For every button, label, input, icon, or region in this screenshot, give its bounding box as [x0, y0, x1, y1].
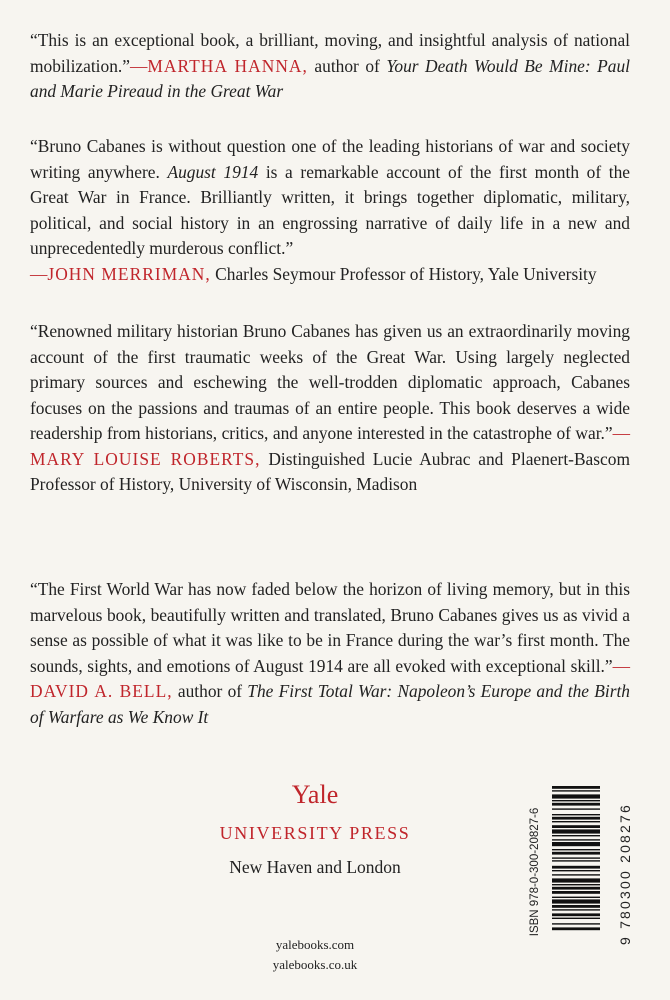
- barcode-bar: [552, 899, 600, 903]
- blurb-hanna: [30, 28, 630, 105]
- isbn-label: ISBN 978-0-300-20827-6: [529, 807, 541, 937]
- barcode-bar: [552, 786, 600, 789]
- barcode-bar: [552, 923, 600, 924]
- publisher-location: New Haven and London: [229, 857, 401, 877]
- barcode-bar: [552, 829, 600, 833]
- barcode-bar: [552, 857, 600, 858]
- barcode-bar: [552, 803, 600, 806]
- blurb-book-title: The First Total War: Napoleon’s Europe and the Birth of Warfare as We Know It: [30, 681, 630, 727]
- barcode-bar: [552, 808, 600, 809]
- blurb-roberts: [30, 319, 630, 498]
- blurb-bell: [30, 577, 630, 730]
- barcode-bar: [552, 800, 600, 801]
- barcode-bar: [552, 849, 600, 850]
- blurb-quote: “This is an exceptional book, a brilliant, moving, and insightful analysis of national mobilization.”: [30, 30, 630, 76]
- barcode-bar: [552, 891, 600, 894]
- barcode-bar: [552, 905, 600, 908]
- barcode-bar: [552, 927, 600, 930]
- barcode-bar: [552, 870, 600, 871]
- barcode-bar: [552, 866, 600, 869]
- barcode-bar: [552, 839, 600, 840]
- blurb-dash: —: [30, 263, 48, 284]
- website-uk[interactable]: yalebooks.co.uk: [272, 957, 358, 972]
- isbn-barcode: [512, 782, 602, 978]
- blurb-book-title: August 1914: [167, 161, 259, 182]
- blurb-quote-cont: is a remarkable account of the first month of the Great War in France. Brilliantly written, it brings together diplomatic, military, political, and social history in an engrossing narrative of daily life in a new and unprecedentedly murderous conflict.”: [30, 161, 631, 258]
- barcode-bar: [552, 790, 600, 791]
- publisher-subname: UNIVERSITY PRESS: [219, 823, 411, 843]
- barcode-bar: [552, 817, 600, 820]
- blurb-credit: author of: [307, 55, 387, 76]
- barcode-bar: [552, 852, 600, 855]
- blurb-author: JOHN MERRIMAN,: [47, 263, 211, 284]
- blurb-quote: “The First World War has now faded below the horizon of living memory, but in this marvelous book, beautifully written and translated, Bruno Cabanes gives us as vivid a sense as possible of what it was like to be in France during the war’s first month. The sounds, sights, and emotions of August 1914 are all evoked with exceptional skill.”: [30, 579, 630, 676]
- barcode-bar: [552, 860, 600, 861]
- barcode-bar: [552, 884, 600, 885]
- blurb-merriman: [30, 134, 630, 287]
- barcode-bar: [552, 825, 600, 828]
- blurb-author: MARTHA HANNA,: [147, 55, 308, 76]
- barcode-bar: [552, 821, 600, 822]
- blurb-dash: —: [612, 655, 630, 676]
- publisher-name: Yale: [291, 780, 339, 809]
- blurb-credit: author of: [172, 681, 248, 701]
- blurb-quote: “Bruno Cabanes is without question one of the leading historians of war and society writing anywhere.: [30, 136, 630, 182]
- blurb-quote: “Renowned military historian Bruno Cabanes has given us an extraordinarily moving account of the first traumatic weeks of the Great War. Using largely neglected primary sources and eschewing the well-trodden diplomatic approach, Cabanes focuses on the passions and traumas of an entire people. This book deserves a wide readership from historians, critics, and anyone interested in the catastrophe of war.”: [30, 321, 630, 443]
- barcode-bar: [552, 835, 600, 836]
- barcode-bar: [552, 794, 600, 798]
- blurb-dash: —: [612, 423, 630, 443]
- barcode-bars: [512, 782, 602, 978]
- website-us[interactable]: yalebooks.com: [275, 937, 355, 952]
- barcode-bar: [552, 918, 600, 919]
- barcode-bar: [552, 887, 600, 890]
- barcode-bar: [552, 897, 600, 898]
- barcode-bar: [552, 878, 600, 882]
- blurb-book-title: Your Death Would Be Mine: Paul and Marie Pireaud in the Great War: [30, 55, 630, 101]
- barcode-bar: [552, 913, 600, 916]
- barcode-bar: [552, 842, 600, 846]
- barcode-bar: [552, 814, 600, 815]
- barcode-digits: 9 780300 208276: [617, 803, 633, 945]
- blurb-credit: Distinguished Lucie Aubrac and Plaenert-Bascom Professor of History, University of Wisconsin, Madison: [30, 448, 630, 494]
- barcode-bar: [552, 874, 600, 875]
- blurb-author: MARY LOUISE ROBERTS,: [30, 448, 261, 469]
- blurb-credit: Charles Seymour Professor of History, Yale University: [210, 263, 597, 284]
- blurb-author: DAVID A. BELL,: [30, 681, 173, 701]
- barcode-bar: [552, 909, 600, 910]
- blurb-dash: —: [129, 55, 148, 76]
